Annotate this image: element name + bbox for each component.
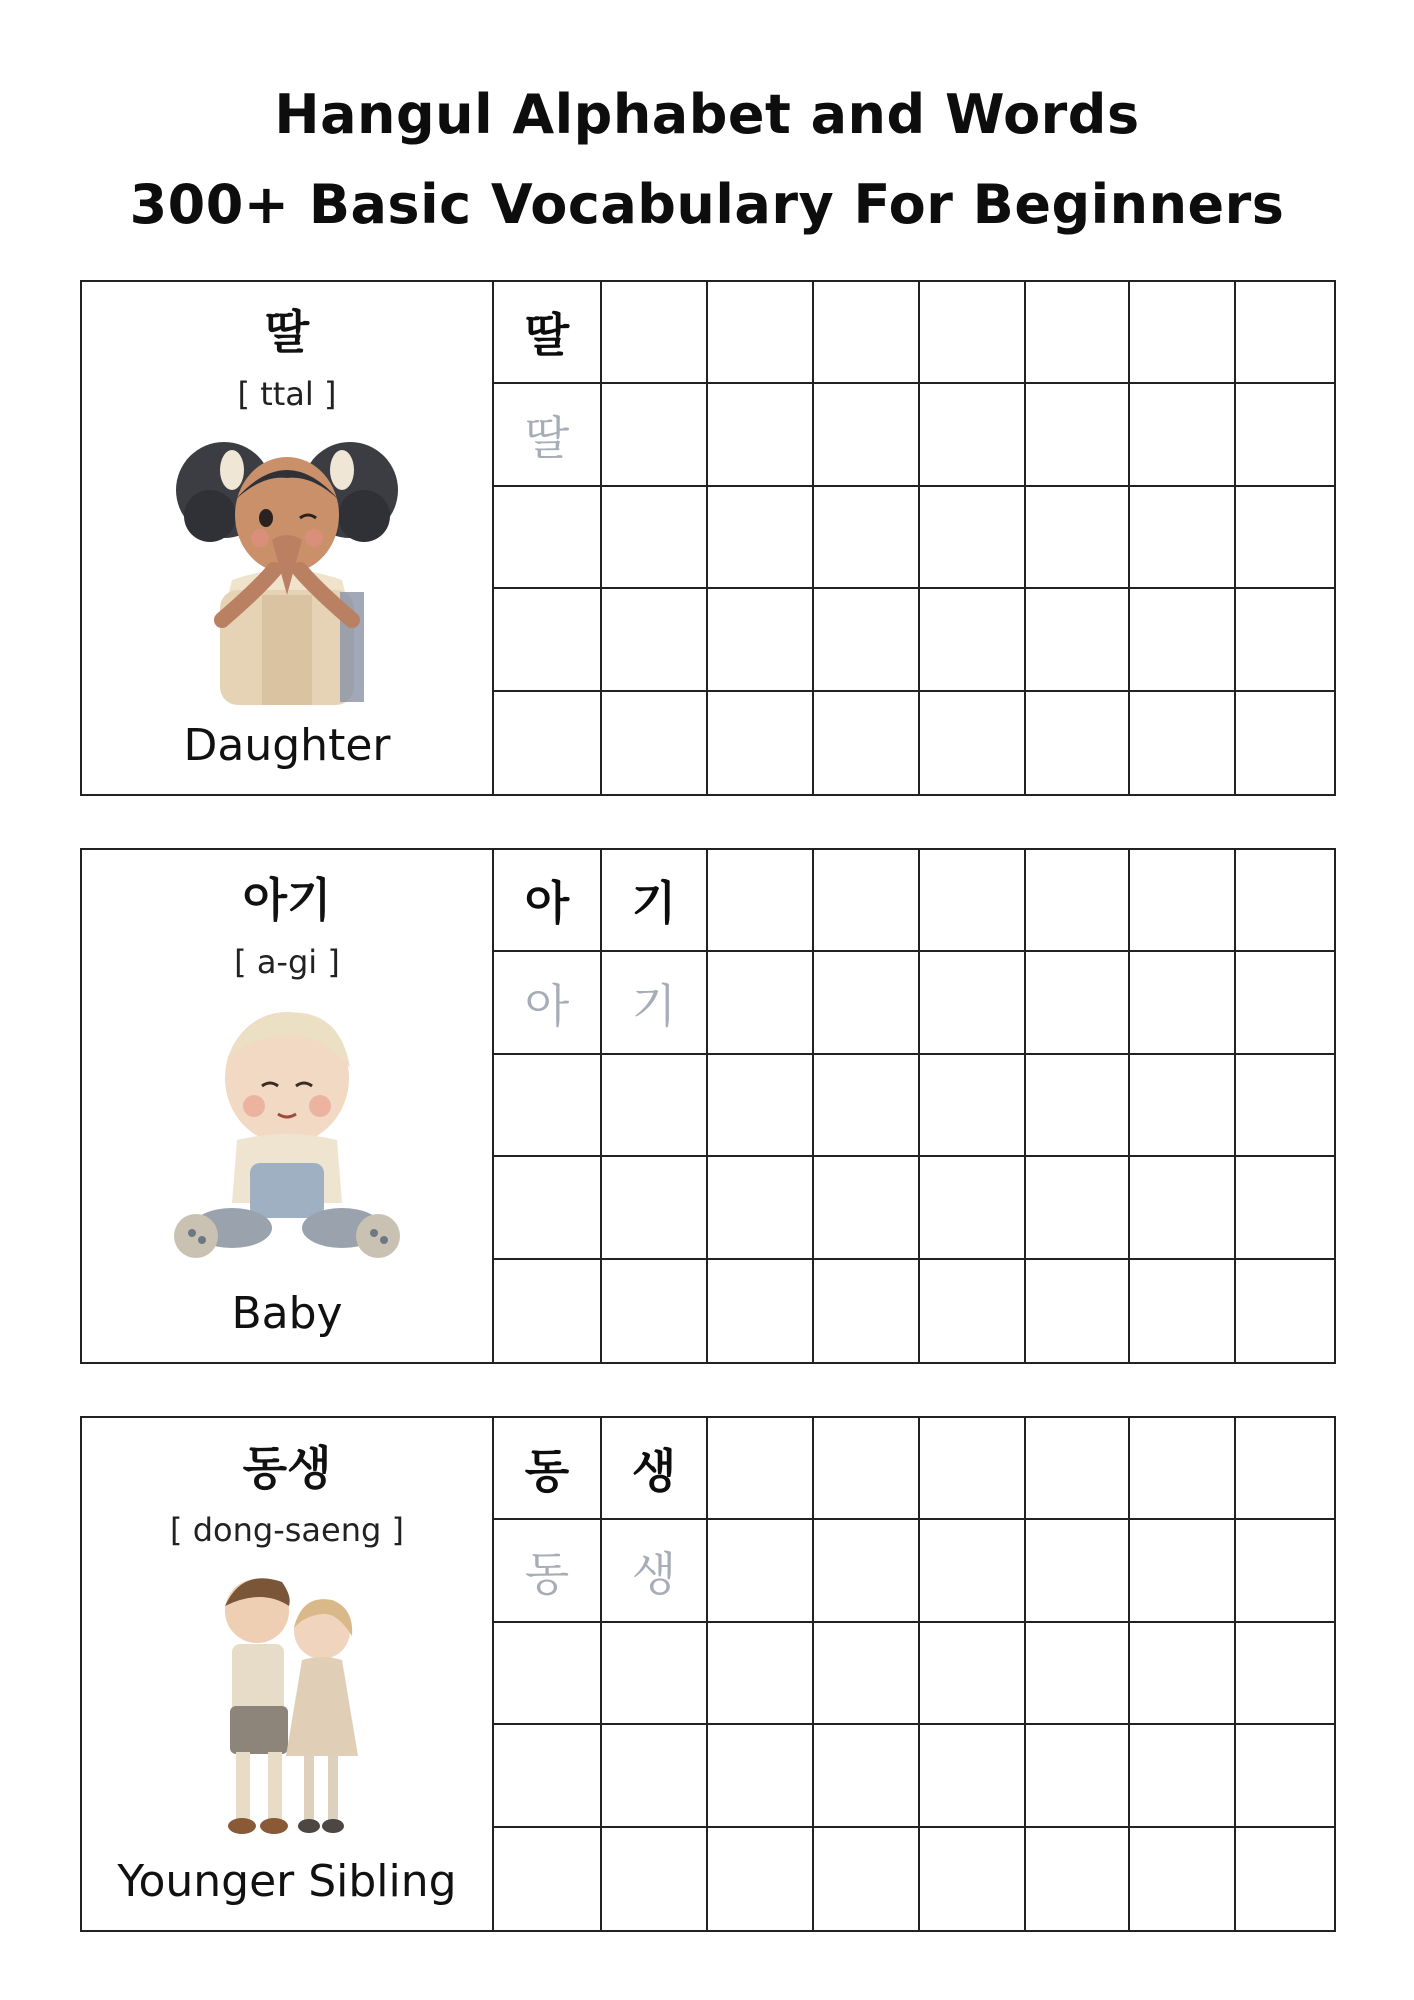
practice-cell[interactable] bbox=[1236, 952, 1334, 1054]
practice-cell[interactable] bbox=[1236, 1828, 1334, 1930]
trace-syllable[interactable]: 기 bbox=[602, 952, 708, 1054]
practice-cell[interactable] bbox=[708, 589, 814, 691]
practice-cell[interactable] bbox=[814, 1520, 920, 1622]
practice-cell[interactable] bbox=[814, 589, 920, 691]
practice-cell[interactable] bbox=[708, 952, 814, 1054]
practice-cell[interactable] bbox=[1236, 589, 1334, 691]
page-subtitle: 300+ Basic Vocabulary For Beginners bbox=[129, 173, 1285, 236]
english-meaning: Daughter bbox=[183, 720, 391, 771]
practice-cell[interactable] bbox=[1130, 1418, 1236, 1520]
korean-word: 아기 bbox=[242, 873, 332, 927]
practice-cell[interactable] bbox=[708, 1055, 814, 1157]
practice-cell[interactable] bbox=[494, 1260, 602, 1362]
practice-cell[interactable] bbox=[920, 1520, 1026, 1622]
practice-cell[interactable] bbox=[708, 1418, 814, 1520]
practice-cell[interactable] bbox=[708, 1623, 814, 1725]
romanization: [ a-gi ] bbox=[234, 943, 340, 981]
practice-cell[interactable] bbox=[708, 1260, 814, 1362]
practice-cell[interactable] bbox=[920, 692, 1026, 794]
trace-syllable[interactable]: 생 bbox=[602, 1520, 708, 1622]
practice-cell[interactable] bbox=[602, 282, 708, 384]
practice-cell[interactable] bbox=[1130, 952, 1236, 1054]
practice-cell[interactable] bbox=[1026, 1828, 1130, 1930]
practice-cell[interactable] bbox=[1026, 282, 1130, 384]
practice-cell[interactable] bbox=[602, 1055, 708, 1157]
romanization: [ ttal ] bbox=[237, 375, 337, 413]
practice-cell[interactable] bbox=[814, 1418, 920, 1520]
practice-cell[interactable] bbox=[494, 1828, 602, 1930]
practice-cell[interactable] bbox=[602, 1828, 708, 1930]
practice-cell[interactable] bbox=[814, 1157, 920, 1259]
word-panel bbox=[82, 850, 494, 1362]
practice-cell[interactable] bbox=[708, 692, 814, 794]
practice-cell[interactable] bbox=[708, 1725, 814, 1827]
girl-illustration bbox=[162, 420, 412, 710]
model-syllable[interactable]: 동 bbox=[494, 1418, 602, 1520]
practice-cell[interactable] bbox=[920, 1055, 1026, 1157]
practice-cell[interactable] bbox=[920, 487, 1026, 589]
korean-word: 딸 bbox=[264, 305, 310, 359]
practice-cell[interactable] bbox=[1026, 952, 1130, 1054]
practice-cell[interactable] bbox=[1236, 1157, 1334, 1259]
practice-cell[interactable] bbox=[920, 1623, 1026, 1725]
practice-cell[interactable] bbox=[1026, 384, 1130, 486]
practice-cell[interactable] bbox=[1026, 1520, 1130, 1622]
practice-cell[interactable] bbox=[920, 589, 1026, 691]
practice-cell[interactable] bbox=[708, 282, 814, 384]
practice-cell[interactable] bbox=[494, 1157, 602, 1259]
practice-cell[interactable] bbox=[602, 1623, 708, 1725]
practice-cell[interactable] bbox=[708, 487, 814, 589]
practice-cell[interactable] bbox=[920, 282, 1026, 384]
practice-cell[interactable] bbox=[920, 952, 1026, 1054]
practice-cell[interactable] bbox=[1130, 487, 1236, 589]
practice-cell[interactable] bbox=[814, 952, 920, 1054]
vocab-card-daughter bbox=[80, 280, 1336, 796]
practice-cell[interactable] bbox=[1236, 850, 1334, 952]
practice-cell[interactable] bbox=[1130, 384, 1236, 486]
korean-word: 동생 bbox=[242, 1441, 332, 1495]
practice-cell[interactable] bbox=[1236, 1055, 1334, 1157]
practice-cell[interactable] bbox=[1026, 1623, 1130, 1725]
practice-cell[interactable] bbox=[920, 384, 1026, 486]
practice-cell[interactable] bbox=[1026, 1725, 1130, 1827]
practice-cell[interactable] bbox=[1130, 589, 1236, 691]
practice-cell[interactable] bbox=[920, 1157, 1026, 1259]
practice-cell[interactable] bbox=[708, 1828, 814, 1930]
practice-cell[interactable] bbox=[814, 282, 920, 384]
practice-cell[interactable] bbox=[814, 1260, 920, 1362]
practice-cell[interactable] bbox=[1130, 1157, 1236, 1259]
practice-cell[interactable] bbox=[708, 850, 814, 952]
model-syllable[interactable]: 생 bbox=[602, 1418, 708, 1520]
practice-cell[interactable] bbox=[494, 1725, 602, 1827]
practice-cell[interactable] bbox=[814, 692, 920, 794]
practice-cell[interactable] bbox=[602, 384, 708, 486]
practice-cell[interactable] bbox=[1130, 1520, 1236, 1622]
word-panel bbox=[82, 282, 494, 794]
practice-cell[interactable] bbox=[494, 1623, 602, 1725]
practice-cell[interactable] bbox=[602, 1260, 708, 1362]
page-title: Hangul Alphabet and Words bbox=[274, 83, 1140, 146]
practice-cell[interactable] bbox=[1236, 1725, 1334, 1827]
practice-cell[interactable] bbox=[920, 1418, 1026, 1520]
practice-cell[interactable] bbox=[920, 850, 1026, 952]
practice-cell[interactable] bbox=[1236, 1520, 1334, 1622]
practice-cell[interactable] bbox=[708, 1520, 814, 1622]
model-syllable[interactable]: 딸 bbox=[494, 282, 602, 384]
practice-cell[interactable] bbox=[602, 589, 708, 691]
practice-cell[interactable] bbox=[814, 1828, 920, 1930]
practice-cell[interactable] bbox=[708, 1157, 814, 1259]
english-meaning: Baby bbox=[231, 1288, 343, 1339]
practice-cell[interactable] bbox=[920, 1725, 1026, 1827]
practice-cell[interactable] bbox=[494, 589, 602, 691]
practice-cell[interactable] bbox=[1130, 1828, 1236, 1930]
tracing-grid[interactable] bbox=[494, 1418, 1334, 1930]
practice-cell[interactable] bbox=[602, 487, 708, 589]
practice-cell[interactable] bbox=[602, 692, 708, 794]
baby-illustration bbox=[162, 988, 412, 1278]
practice-cell[interactable] bbox=[1236, 1623, 1334, 1725]
practice-cell[interactable] bbox=[1026, 487, 1130, 589]
word-panel bbox=[82, 1418, 494, 1930]
practice-cell[interactable] bbox=[494, 487, 602, 589]
practice-cell[interactable] bbox=[1026, 1260, 1130, 1362]
practice-cell[interactable] bbox=[1130, 1055, 1236, 1157]
practice-cell[interactable] bbox=[1130, 850, 1236, 952]
practice-cell[interactable] bbox=[1236, 487, 1334, 589]
trace-syllable[interactable]: 아 bbox=[494, 952, 602, 1054]
practice-cell[interactable] bbox=[814, 1055, 920, 1157]
practice-cell[interactable] bbox=[814, 384, 920, 486]
practice-cell[interactable] bbox=[1026, 850, 1130, 952]
practice-cell[interactable] bbox=[602, 1157, 708, 1259]
practice-cell[interactable] bbox=[1130, 692, 1236, 794]
practice-cell[interactable] bbox=[1130, 1725, 1236, 1827]
practice-cell[interactable] bbox=[814, 1623, 920, 1725]
tracing-grid[interactable] bbox=[494, 850, 1334, 1362]
practice-cell[interactable] bbox=[1236, 692, 1334, 794]
trace-syllable[interactable]: 딸 bbox=[494, 384, 602, 486]
romanization: [ dong-saeng ] bbox=[170, 1511, 404, 1549]
practice-cell[interactable] bbox=[920, 1828, 1026, 1930]
page-header bbox=[0, 70, 1414, 250]
practice-cell[interactable] bbox=[708, 384, 814, 486]
practice-cell[interactable] bbox=[814, 1725, 920, 1827]
tracing-grid[interactable] bbox=[494, 282, 1334, 794]
practice-cell[interactable] bbox=[1130, 282, 1236, 384]
practice-cell[interactable] bbox=[1130, 1260, 1236, 1362]
english-meaning: Younger Sibling bbox=[117, 1856, 457, 1907]
practice-cell[interactable] bbox=[1026, 1157, 1130, 1259]
practice-cell[interactable] bbox=[1026, 692, 1130, 794]
practice-cell[interactable] bbox=[920, 1260, 1026, 1362]
vocab-card-baby bbox=[80, 848, 1336, 1364]
practice-cell[interactable] bbox=[1236, 384, 1334, 486]
practice-cell[interactable] bbox=[1236, 282, 1334, 384]
practice-cell[interactable] bbox=[494, 1055, 602, 1157]
vocab-card-younger-sibling bbox=[80, 1416, 1336, 1932]
model-syllable[interactable]: 기 bbox=[602, 850, 708, 952]
practice-cell[interactable] bbox=[1236, 1260, 1334, 1362]
model-syllable[interactable]: 아 bbox=[494, 850, 602, 952]
practice-cell[interactable] bbox=[1026, 589, 1130, 691]
practice-cell[interactable] bbox=[494, 692, 602, 794]
practice-cell[interactable] bbox=[602, 1725, 708, 1827]
practice-cell[interactable] bbox=[1026, 1055, 1130, 1157]
practice-cell[interactable] bbox=[1236, 1418, 1334, 1520]
practice-cell[interactable] bbox=[814, 850, 920, 952]
trace-syllable[interactable]: 동 bbox=[494, 1520, 602, 1622]
practice-cell[interactable] bbox=[814, 487, 920, 589]
siblings-illustration bbox=[162, 1556, 412, 1846]
practice-cell[interactable] bbox=[1130, 1623, 1236, 1725]
practice-cell[interactable] bbox=[1026, 1418, 1130, 1520]
